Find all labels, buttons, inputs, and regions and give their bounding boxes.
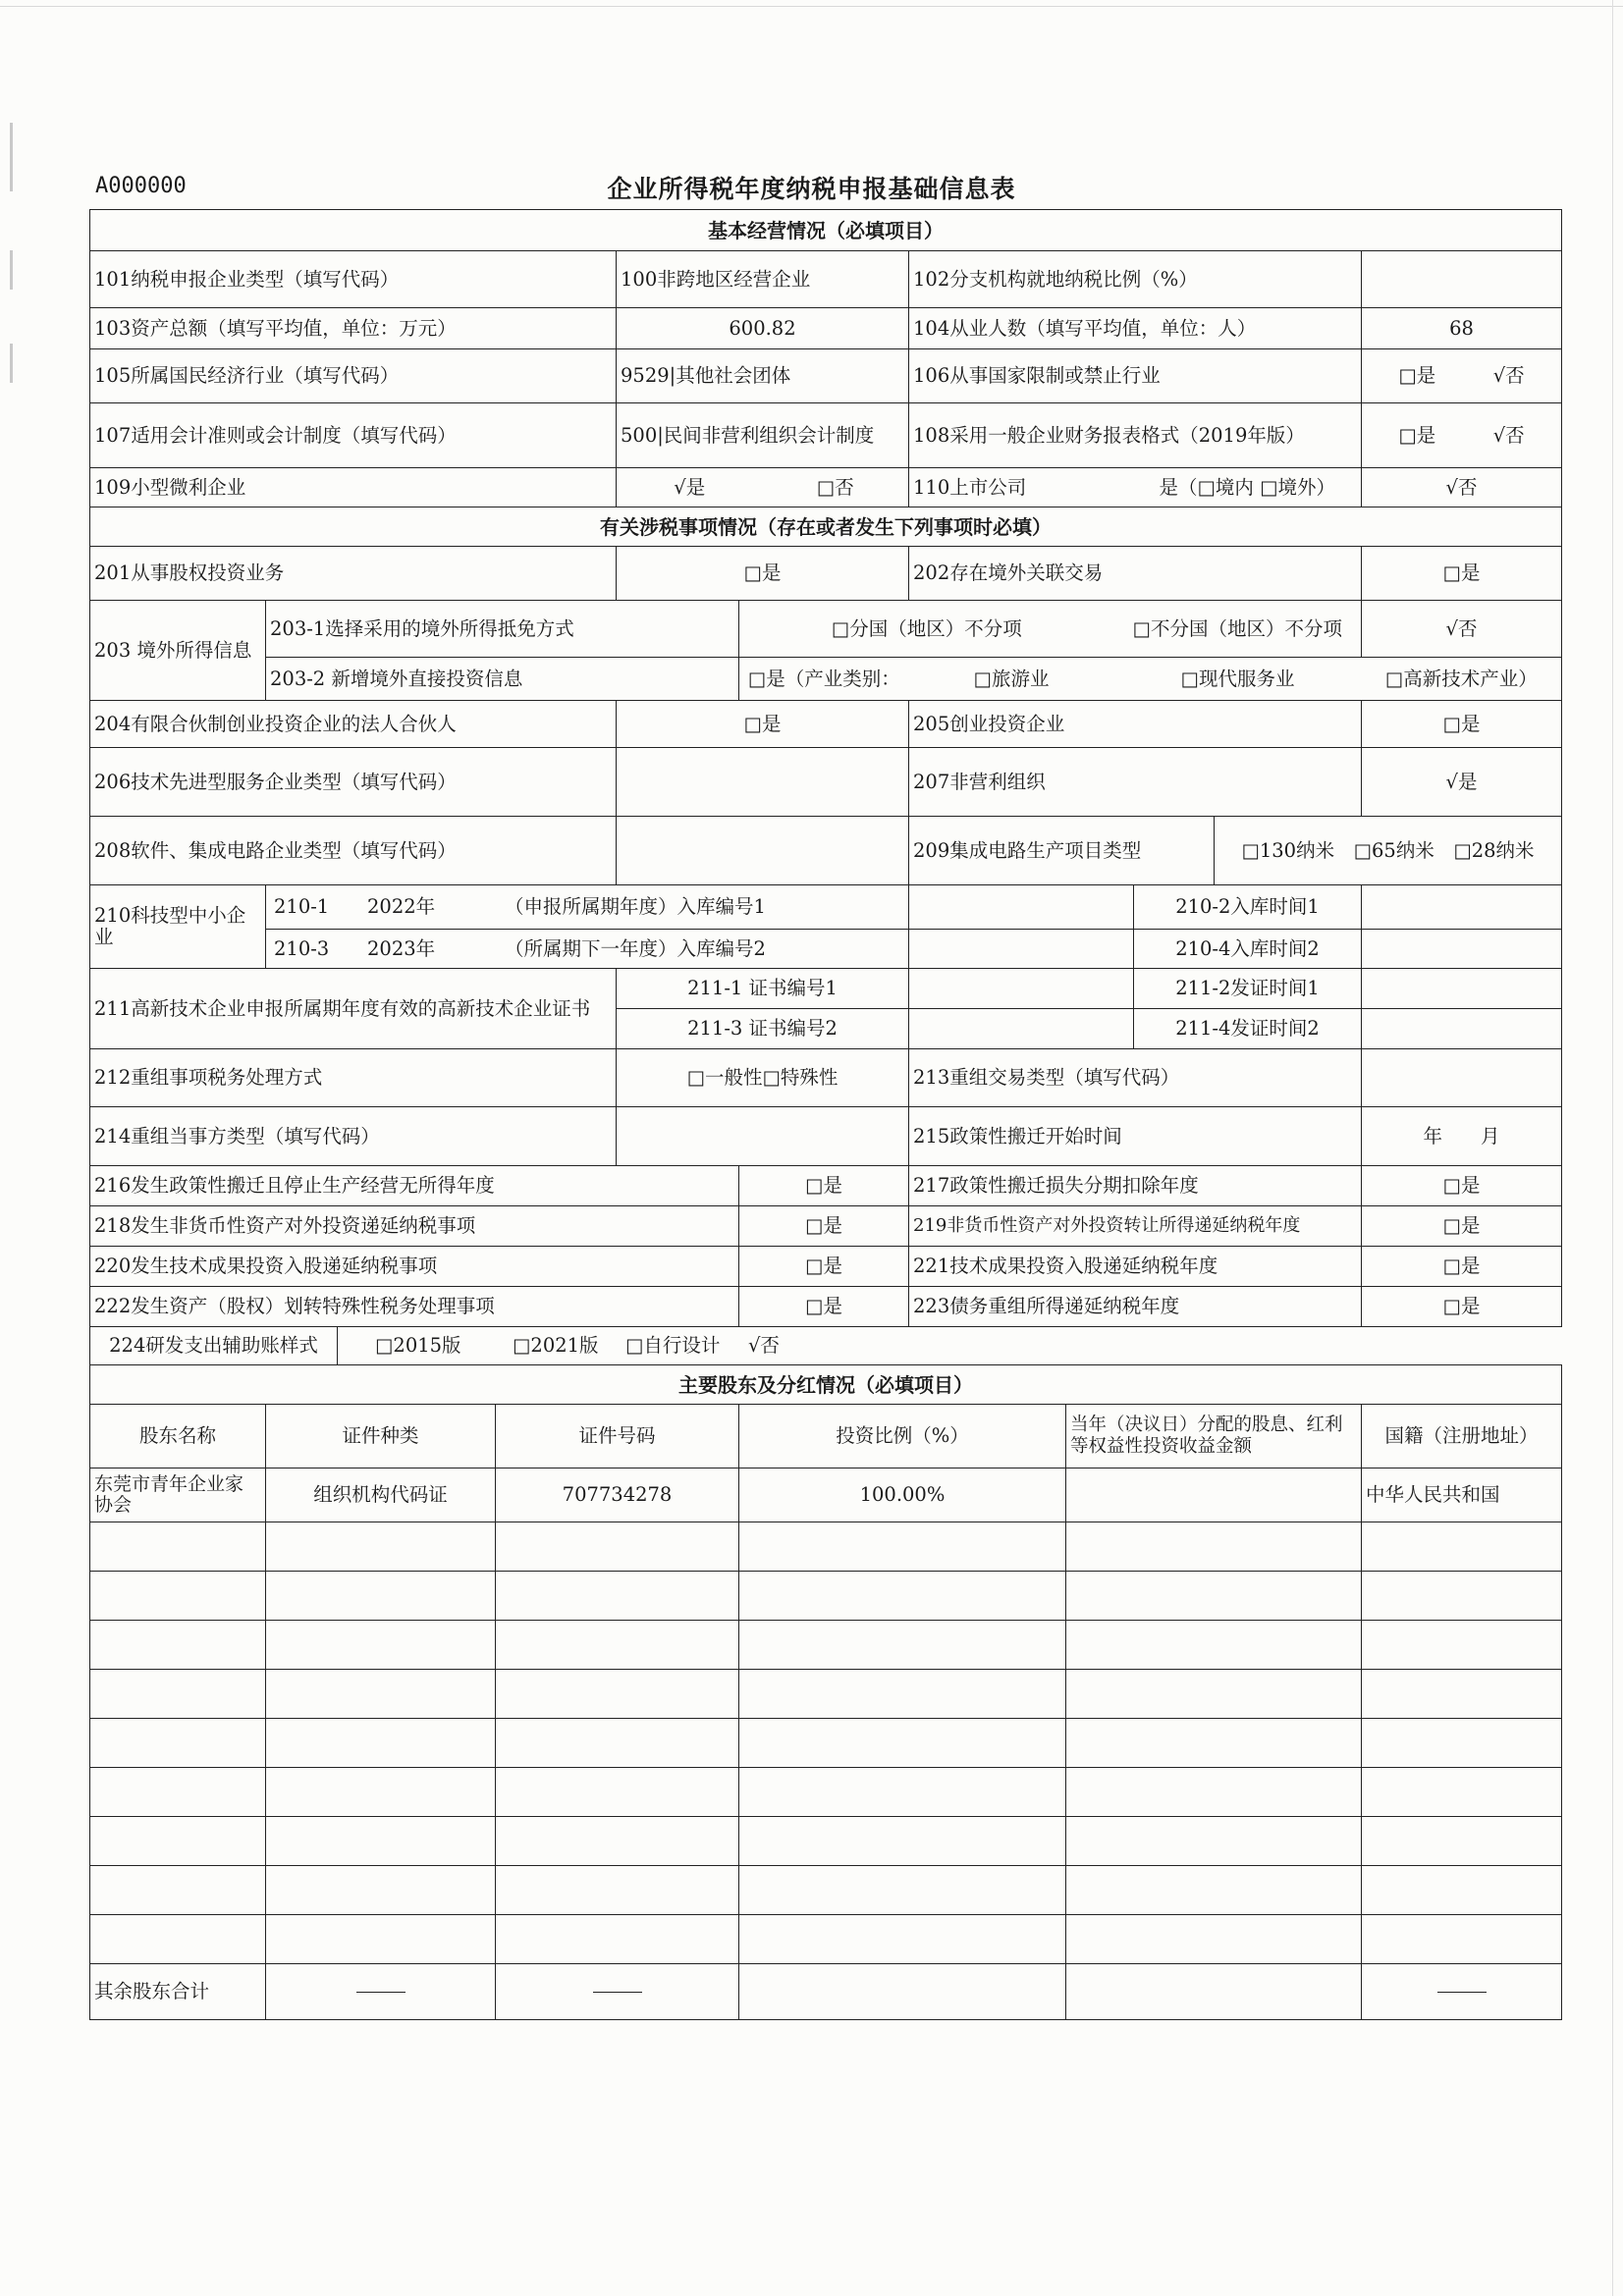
total-dash (266, 1964, 496, 2020)
row-211-4-label: 211-4发证时间2 (1134, 1009, 1362, 1049)
row-110-options[interactable]: 是（□境内 □境外） (1134, 468, 1362, 507)
row-207-label: 207非营利组织 (909, 748, 1362, 817)
investment-ratio[interactable] (739, 1522, 1066, 1572)
row-203-2-option-c[interactable]: □现代服务业 (1114, 658, 1362, 701)
row-201-value[interactable]: □是 (617, 547, 909, 601)
nationality[interactable] (1362, 1768, 1562, 1817)
row-110-no[interactable]: √否 (1362, 468, 1562, 507)
shareholder-row (90, 1768, 1562, 1817)
id-number[interactable] (496, 1670, 739, 1719)
shareholder-row (90, 1915, 1562, 1964)
id-number[interactable] (496, 1719, 739, 1768)
id-number[interactable] (496, 1522, 739, 1572)
total-label: 其余股东合计 (90, 1964, 266, 2020)
row-202-label: 202存在境外关联交易 (909, 547, 1362, 601)
section-tax-header: 有关涉税事项情况（存在或者发生下列事项时必填） (90, 507, 1562, 547)
id-number[interactable] (496, 1768, 739, 1817)
row-203-2-option-d[interactable]: □高新技术产业） (1362, 658, 1562, 701)
id-type[interactable] (266, 1768, 496, 1817)
row-207-value[interactable]: √是 (1362, 748, 1562, 817)
row-209-value[interactable]: □130纳米 □65纳米 □28纳米 (1215, 817, 1562, 885)
dividend-amount[interactable] (1066, 1719, 1362, 1768)
shareholder-name[interactable]: 东莞市青年企业家协会 (90, 1468, 266, 1522)
row-211-1-label: 211-1 证书编号1 (617, 969, 909, 1009)
dividend-amount[interactable] (1066, 1468, 1362, 1522)
rows-212-214-table (89, 1048, 1562, 1166)
row-210-2-label: 210-2入库时间1 (1134, 885, 1362, 930)
row-221-value[interactable]: □是 (1362, 1247, 1562, 1287)
id-type[interactable] (266, 1522, 496, 1572)
basic-info-table (89, 209, 1562, 468)
investment-ratio[interactable] (739, 1621, 1066, 1670)
row-219-value[interactable]: □是 (1362, 1206, 1562, 1247)
id-type[interactable] (266, 1670, 496, 1719)
shareholder-name[interactable] (90, 1768, 266, 1817)
row-203-label: 203 境外所得信息 (90, 601, 266, 701)
investment-ratio[interactable]: 100.00% (739, 1468, 1066, 1522)
shareholder-row (90, 1719, 1562, 1768)
row-217-value[interactable]: □是 (1362, 1166, 1562, 1206)
col-header-dividend: 当年（决议日）分配的股息、红利等权益性投资收益金额 (1066, 1405, 1362, 1468)
id-type[interactable] (266, 1719, 496, 1768)
total-dash (1362, 1964, 1562, 2020)
nationality[interactable] (1362, 1522, 1562, 1572)
row-206-value[interactable] (617, 748, 909, 817)
row-216-value[interactable]: □是 (739, 1166, 909, 1206)
row-209-label: 209集成电路生产项目类型 (909, 817, 1215, 885)
row-107-label: 107适用会计准则或会计制度（填写代码） (90, 403, 617, 468)
row-109-110-table (89, 467, 1562, 547)
row-202-value[interactable]: □是 (1362, 547, 1562, 601)
row-203-table (89, 600, 1562, 701)
row-212-label: 212重组事项税务处理方式 (90, 1049, 617, 1107)
row-205-label: 205创业投资企业 (909, 701, 1362, 748)
rows-216-223-table (89, 1165, 1562, 1327)
shareholder-name[interactable] (90, 1719, 266, 1768)
row-210-label: 210科技型中小企业 (90, 885, 266, 969)
row-101-label: 101纳税申报企业类型（填写代码） (90, 251, 617, 308)
col-header-id-type: 证件种类 (266, 1405, 496, 1468)
id-type[interactable] (266, 1572, 496, 1621)
row-104-label: 104从业人数（填写平均值，单位：人） (909, 308, 1362, 349)
row-210-4-label: 210-4入库时间2 (1134, 930, 1362, 969)
shareholder-row (90, 1572, 1562, 1621)
shareholder-row (90, 1670, 1562, 1719)
investment-ratio[interactable] (739, 1768, 1066, 1817)
id-number[interactable] (496, 1915, 739, 1964)
row-203-1-no[interactable]: √否 (1362, 601, 1562, 658)
id-type[interactable] (266, 1621, 496, 1670)
row-105-label: 105所属国民经济行业（填写代码） (90, 349, 617, 403)
nationality[interactable] (1362, 1572, 1562, 1621)
investment-ratio[interactable] (739, 1670, 1066, 1719)
id-number[interactable] (496, 1572, 739, 1621)
form-code: A000000 (95, 174, 187, 198)
row-223-value[interactable]: □是 (1362, 1287, 1562, 1327)
row-107-value[interactable]: 500|民间非营利组织会计制度 (617, 403, 909, 468)
row-222-label: 222发生资产（股权）划转特殊性税务处理事项 (90, 1287, 739, 1327)
row-205-value[interactable]: □是 (1362, 701, 1562, 748)
col-header-id-number: 证件号码 (496, 1405, 739, 1468)
shareholder-name[interactable] (90, 1866, 266, 1915)
row-219-label: 219非货币性资产对外投资转让所得递延纳税年度 (909, 1206, 1362, 1247)
investment-ratio[interactable] (739, 1572, 1066, 1621)
shareholder-name[interactable] (90, 1572, 266, 1621)
row-103-value[interactable]: 600.82 (617, 308, 909, 349)
row-210-3-text: （所属期下一年度）入库编号2 (505, 936, 766, 960)
rows-210-211-table (89, 884, 1562, 1049)
investment-ratio[interactable] (739, 1817, 1066, 1866)
row-210-3-year[interactable]: 2023年 (367, 936, 436, 960)
row-204-value[interactable]: □是 (617, 701, 909, 748)
row-109-no[interactable]: □否 (763, 468, 909, 507)
rows-204-208-table (89, 700, 1562, 885)
section-shareholders-header: 主要股东及分红情况（必填项目） (90, 1365, 1562, 1405)
dividend-amount[interactable] (1066, 1670, 1362, 1719)
dividend-amount[interactable] (1066, 1522, 1362, 1572)
row-210-1-text: （申报所属期年度）入库编号1 (505, 895, 766, 918)
nationality[interactable] (1362, 1915, 1562, 1964)
total-dividend[interactable] (1066, 1964, 1362, 2020)
shareholder-name[interactable] (90, 1621, 266, 1670)
row-213-value[interactable] (1362, 1049, 1562, 1107)
investment-ratio[interactable] (739, 1719, 1066, 1768)
id-number[interactable] (496, 1817, 739, 1866)
row-110-label: 110上市公司 (909, 468, 1134, 507)
row-211-4-value[interactable] (1362, 1009, 1562, 1049)
row-220-label: 220发生技术成果投资入股递延纳税事项 (90, 1247, 739, 1287)
row-203-1-label: 203-1选择采用的境外所得抵免方式 (266, 601, 739, 658)
id-number[interactable] (496, 1621, 739, 1670)
shareholder-name[interactable] (90, 1522, 266, 1572)
nationality[interactable] (1362, 1621, 1562, 1670)
dividend-amount[interactable] (1066, 1915, 1362, 1964)
form-title: 企业所得税年度纳税申报基础信息表 (607, 175, 1016, 203)
row-224-no[interactable]: √否 (748, 1334, 780, 1357)
row-224-option-2021[interactable]: □2021版 (513, 1334, 599, 1357)
row-211-3-label: 211-3 证书编号2 (617, 1009, 909, 1049)
row-109-yes[interactable]: √是 (617, 468, 763, 507)
shareholder-name[interactable] (90, 1817, 266, 1866)
dividend-amount[interactable] (1066, 1621, 1362, 1670)
row-214-label: 214重组当事方类型（填写代码） (90, 1107, 617, 1166)
row-212-value[interactable]: □一般性□特殊性 (617, 1049, 909, 1107)
row-213-label: 213重组交易类型（填写代码） (909, 1049, 1362, 1107)
shareholder-row (90, 1468, 1562, 1522)
row-210-1-code: 210-1 (274, 895, 330, 918)
row-104-value[interactable]: 68 (1362, 308, 1562, 349)
row-215-value[interactable]: 年 月 (1362, 1107, 1562, 1166)
row-224-option-custom[interactable]: □自行设计 (625, 1334, 721, 1357)
id-type[interactable] (266, 1915, 496, 1964)
row-224-options (338, 1327, 858, 1365)
shareholder-row (90, 1621, 1562, 1670)
shareholder-name[interactable] (90, 1915, 266, 1964)
row-203-1-option-b[interactable]: □不分国（地区）不分项 (1114, 601, 1362, 658)
row-203-2-option-a[interactable]: □是（产业类别： (739, 658, 909, 701)
row-108-value[interactable]: □是 √否 (1362, 403, 1562, 468)
id-type[interactable] (266, 1866, 496, 1915)
row-214-value[interactable] (617, 1107, 909, 1166)
row-208-value[interactable] (617, 817, 909, 885)
section-basic-header: 基本经营情况（必填项目） (90, 210, 1562, 251)
row-210-1 (266, 885, 909, 930)
row-217-label: 217政策性搬迁损失分期扣除年度 (909, 1166, 1362, 1206)
row-106-label: 106从事国家限制或禁止行业 (909, 349, 1362, 403)
id-number[interactable] (496, 1866, 739, 1915)
row-210-3-code: 210-3 (274, 936, 330, 960)
row-203-1-option-a[interactable]: □分国（地区）不分项 (739, 601, 1114, 658)
row-108-label: 108采用一般企业财务报表格式（2019年版） (909, 403, 1362, 468)
row-101-value[interactable]: 100非跨地区经营企业 (617, 251, 909, 308)
investment-ratio[interactable] (739, 1866, 1066, 1915)
row-222-value[interactable]: □是 (739, 1287, 909, 1327)
dividend-amount[interactable] (1066, 1817, 1362, 1866)
row-210-4-value[interactable] (1362, 930, 1562, 969)
row-221-label: 221技术成果投资入股递延纳税年度 (909, 1247, 1362, 1287)
row-105-value[interactable]: 9529|其他社会团体 (617, 349, 909, 403)
col-header-name: 股东名称 (90, 1405, 266, 1468)
total-dash (496, 1964, 739, 2020)
id-type[interactable]: 组织机构代码证 (266, 1468, 496, 1522)
row-211-label: 211高新技术企业申报所属期年度有效的高新技术企业证书 (90, 969, 617, 1049)
row-215-label: 215政策性搬迁开始时间 (909, 1107, 1362, 1166)
row-201-label: 201从事股权投资业务 (90, 547, 617, 601)
row-216-label: 216发生政策性搬迁且停止生产经营无所得年度 (90, 1166, 739, 1206)
nationality[interactable] (1362, 1817, 1562, 1866)
shareholder-name[interactable] (90, 1670, 266, 1719)
dividend-amount[interactable] (1066, 1572, 1362, 1621)
row-223-label: 223债务重组所得递延纳税年度 (909, 1287, 1362, 1327)
row-211-2-label: 211-2发证时间1 (1134, 969, 1362, 1009)
shareholders-table (89, 1364, 1562, 2020)
investment-ratio[interactable] (739, 1915, 1066, 1964)
row-103-label: 103资产总额（填写平均值，单位：万元） (90, 308, 617, 349)
row-210-1-year[interactable]: 2022年 (367, 895, 436, 918)
row-224-label: 224研发支出辅助账样式 (90, 1327, 338, 1365)
row-204-label: 204有限合伙制创业投资企业的法人合伙人 (90, 701, 617, 748)
row-203-2-label: 203-2 新增境外直接投资信息 (266, 658, 739, 701)
nationality[interactable] (1362, 1670, 1562, 1719)
nationality[interactable] (1362, 1866, 1562, 1915)
nationality[interactable] (1362, 1719, 1562, 1768)
row-224-table (89, 1326, 858, 1365)
row-220-value[interactable]: □是 (739, 1247, 909, 1287)
row-224-option-2015[interactable]: □2015版 (375, 1334, 461, 1357)
total-ratio[interactable] (739, 1964, 1066, 2020)
col-header-nationality: 国籍（注册地址） (1362, 1405, 1562, 1468)
row-210-3-value[interactable] (909, 930, 1134, 969)
row-109-label: 109小型微利企业 (90, 468, 617, 507)
row-203-2-option-b[interactable]: □旅游业 (909, 658, 1114, 701)
row-206-label: 206技术先进型服务企业类型（填写代码） (90, 748, 617, 817)
row-210-2-value[interactable] (1362, 885, 1562, 930)
row-201-table (89, 546, 1562, 601)
row-218-value[interactable]: □是 (739, 1206, 909, 1247)
row-211-3-value[interactable] (909, 1009, 1134, 1049)
id-number[interactable]: 707734278 (496, 1468, 739, 1522)
shareholder-row (90, 1866, 1562, 1915)
row-106-value[interactable]: □是 √否 (1362, 349, 1562, 403)
nationality[interactable]: 中华人民共和国 (1362, 1468, 1562, 1522)
row-211-1-value[interactable] (909, 969, 1134, 1009)
dividend-amount[interactable] (1066, 1768, 1362, 1817)
row-218-label: 218发生非货币性资产对外投资递延纳税事项 (90, 1206, 739, 1247)
row-102-label: 102分支机构就地纳税比例（%） (909, 251, 1362, 308)
row-102-value[interactable] (1362, 251, 1562, 308)
row-211-2-value[interactable] (1362, 969, 1562, 1009)
col-header-ratio: 投资比例（%） (739, 1405, 1066, 1468)
row-210-3 (266, 930, 909, 969)
shareholder-row (90, 1817, 1562, 1866)
dividend-amount[interactable] (1066, 1866, 1362, 1915)
row-208-label: 208软件、集成电路企业类型（填写代码） (90, 817, 617, 885)
row-210-1-value[interactable] (909, 885, 1134, 930)
shareholder-row (90, 1522, 1562, 1572)
id-type[interactable] (266, 1817, 496, 1866)
shareholder-rows (90, 1468, 1562, 1964)
